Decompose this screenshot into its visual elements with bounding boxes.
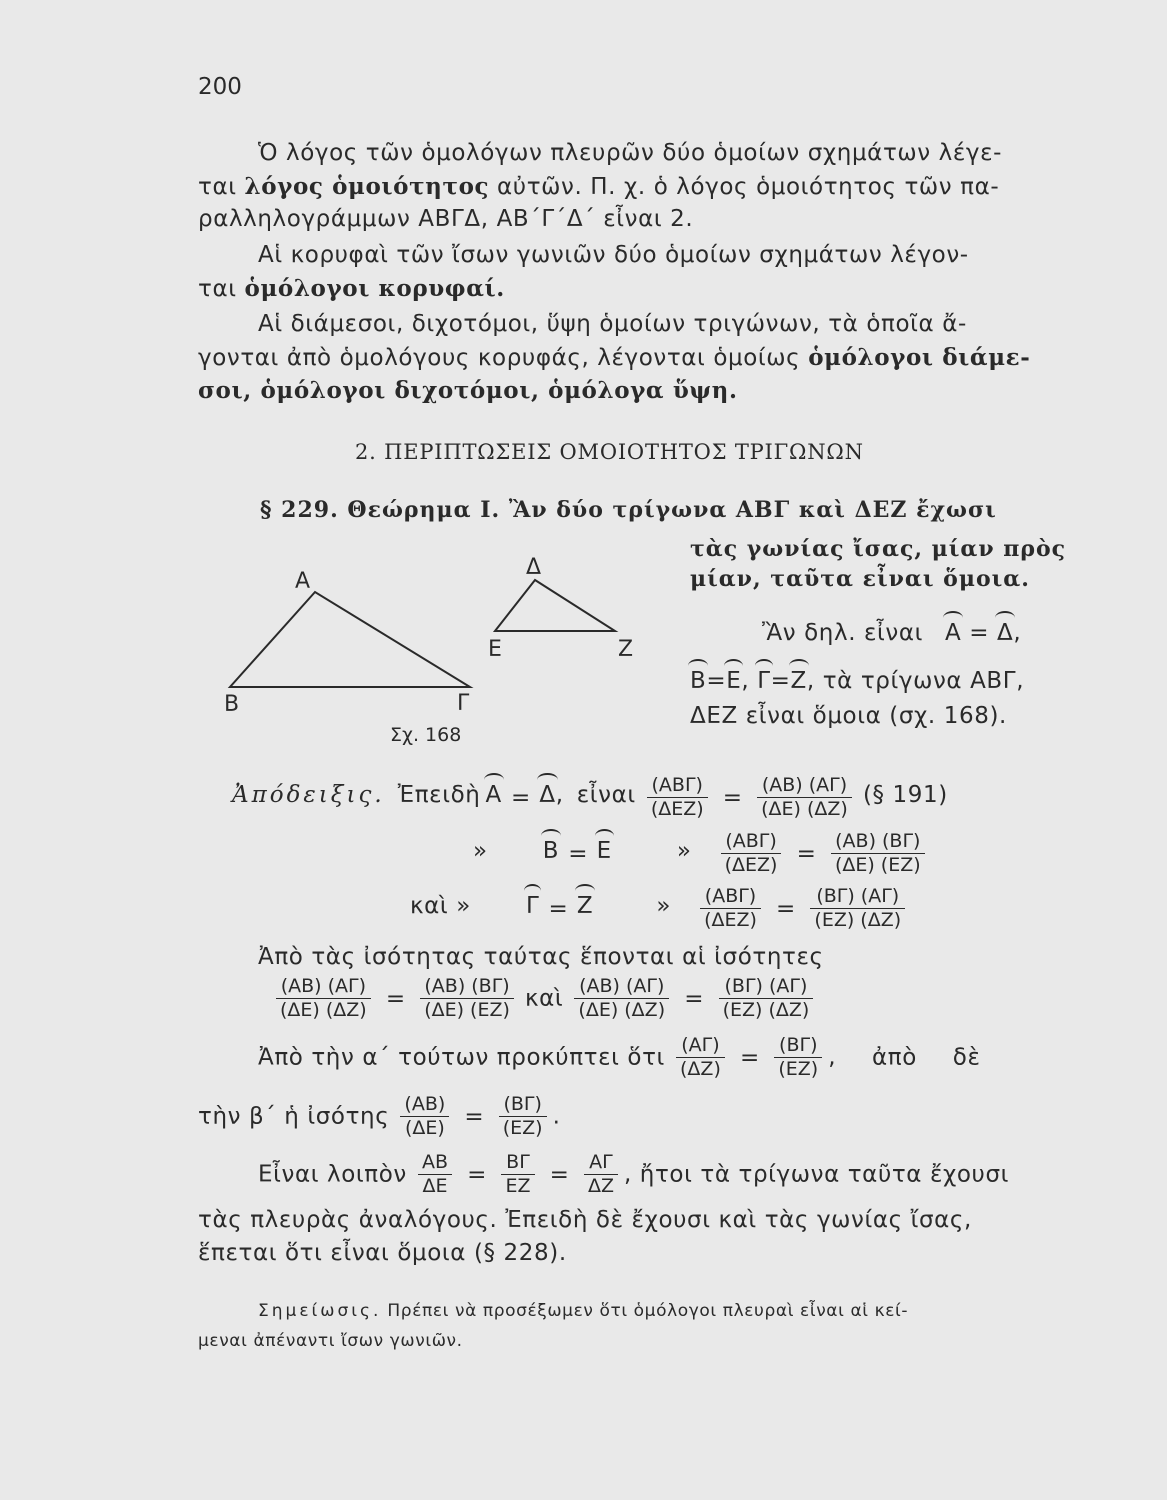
- fraction: [420, 975, 514, 1022]
- text: , τὰ τρίγωνα ΑΒΓ,: [806, 668, 1025, 694]
- numerator: (ΒΓ): [499, 1093, 547, 1117]
- hypothesis-line1: [762, 620, 1021, 646]
- para2-line1: Αἱ κορυφαὶ τῶν ἴσων γωνιῶν δύο ὁμοίων σχημάτων λέγον-: [258, 242, 969, 268]
- numerator: (ΒΓ) (ΑΓ): [719, 975, 814, 999]
- note-line2: μεναι ἀπέναντι ἴσων γωνιῶν.: [198, 1331, 463, 1351]
- text: εἶναι: [576, 782, 636, 808]
- angle-E: Ε: [596, 838, 612, 864]
- numerator: (ΑΒ) (ΑΓ): [574, 975, 669, 999]
- page-number: 200: [198, 74, 242, 100]
- denominator: (ΔΕ) (ΕΖ): [834, 854, 921, 876]
- numerator: (ΑΒΓ): [647, 774, 708, 798]
- ditto-mark: »: [676, 838, 692, 864]
- bold-term: ὁμόλογοι κορυφαί.: [244, 275, 505, 302]
- first-result: [258, 1034, 981, 1081]
- equals: =: [548, 895, 568, 922]
- fraction: [721, 830, 782, 877]
- denominator: (ΔΕΖ): [650, 798, 704, 820]
- fraction: [676, 1034, 725, 1081]
- angle-D: Δ: [539, 782, 556, 808]
- theorem-line2: τὰς γωνίας ἴσας, μίαν πρὸς: [690, 536, 1067, 562]
- proof-row2: [473, 830, 931, 877]
- para3-line2: [198, 344, 1030, 371]
- equals: =: [568, 840, 588, 867]
- text: ,: [741, 668, 750, 694]
- theorem-line1: § 229. Θεώρημα Ι. Ἂν δύο τρίγωνα ΑΒΓ καὶ ΔΕΖ ἔχωσι: [260, 497, 997, 523]
- angle-G: Γ: [525, 893, 540, 919]
- fraction: [418, 1151, 452, 1198]
- numerator: (ΑΒ) (ΑΓ): [757, 774, 852, 798]
- ditto-mark: »: [473, 838, 488, 864]
- fraction: [647, 774, 708, 821]
- numerator: (ΑΒ) (ΑΓ): [276, 975, 371, 999]
- numerator: (ΒΓ): [774, 1034, 822, 1058]
- equals: =: [684, 985, 704, 1012]
- text: Εἶναι λοιπὸν: [258, 1161, 407, 1188]
- equals: =: [706, 668, 727, 694]
- figure-168: [210, 550, 670, 750]
- denominator: (ΔΕ) (ΔΖ): [578, 999, 666, 1021]
- denominator: (ΕΖ): [778, 1058, 819, 1080]
- label-A: Α: [295, 569, 311, 594]
- angle-D: Δ: [997, 620, 1014, 646]
- fraction: [810, 885, 905, 932]
- text: γονται ἀπὸ ὁμολόγους κορυφάς, λέγονται ὁμοίως: [198, 345, 809, 371]
- text: καὶ: [525, 985, 564, 1012]
- second-result: [198, 1093, 561, 1140]
- denominator: (ΕΖ): [502, 1117, 543, 1139]
- numerator: ΒΓ: [501, 1151, 534, 1175]
- denominator: (ΔΕΖ): [724, 854, 778, 876]
- para2-line2: [198, 275, 505, 302]
- equals: =: [385, 985, 406, 1012]
- theorem-line3: μίαν, ταῦτα εἶναι ὅμοια.: [690, 566, 1030, 592]
- numerator: (ΑΒ) (ΒΓ): [420, 975, 514, 999]
- denominator: ΔΖ: [587, 1175, 614, 1197]
- fraction: [757, 774, 852, 821]
- conclusion-line3: ἕπεται ὅτι εἶναι ὅμοια (§ 228).: [198, 1240, 567, 1266]
- fraction: [774, 1034, 822, 1081]
- conclusion-line2: τὰς πλευρὰς ἀναλόγους. Ἐπειδὴ δὲ ἔχουσι καὶ τὰς γωνίας ἴσας,: [198, 1207, 972, 1233]
- angle-Z: Ζ: [576, 893, 594, 919]
- equals: =: [722, 784, 743, 811]
- text: καὶ »: [410, 893, 471, 919]
- bold-term: ὁμόλογοι διάμε-: [808, 344, 1031, 371]
- text: Ἂν δηλ. εἶναι: [762, 620, 924, 646]
- denominator: (ΕΖ) (ΔΖ): [814, 909, 902, 931]
- equals: =: [510, 784, 531, 811]
- numerator: (ΑΒ): [400, 1093, 449, 1117]
- triangle-dez: [495, 580, 615, 631]
- numerator: (ΑΒΓ): [700, 885, 761, 909]
- text: , ἤτοι τὰ τρίγωνα ταῦτα ἔχουσι: [623, 1161, 1010, 1188]
- text: αὐτῶν. Π. χ. ὁ λόγος ὁμοιότητος τῶν πα-: [489, 174, 1000, 200]
- text: ται: [198, 174, 245, 200]
- text: .: [552, 1103, 561, 1130]
- note-line1: [258, 1301, 908, 1321]
- section-heading: 2. ΠΕΡΙΠΤΩΣΕΙΣ ΟΜΟΙΟΤΗΤΟΣ ΤΡΙΓΩΝΩΝ: [355, 440, 864, 464]
- angle-A: Α: [485, 782, 502, 808]
- bold-term: λόγος ὁμοιότητος: [244, 173, 490, 200]
- denominator: (ΔΕΖ): [704, 909, 757, 931]
- proof-row1: Ἀπόδειξις. Ἐπειδὴ Α = Δ, εἶναι $\frac{\text{(ΑΒΓ)}}{\text{(ΔΕΖ)}}$ = $\frac{(AB) (A\Gamma)}{(\Delta E) (\Delta Z)}$ (§ 191): [232, 774, 948, 820]
- para3-line1: Αἱ διάμεσοι, διχοτόμοι, ὕψη ὁμοίων τριγώνων, τὰ ὁποῖα ἄ-: [258, 311, 967, 337]
- angle-A: Α: [944, 620, 962, 646]
- fraction: [719, 975, 814, 1022]
- label-B: Β: [224, 692, 240, 717]
- proof-row3: [410, 885, 911, 932]
- numerator: (ΑΒ) (ΒΓ): [831, 830, 925, 854]
- numerator: ΑΓ: [584, 1151, 618, 1175]
- denominator: ΔΕ: [422, 1175, 448, 1197]
- denominator: (ΔΕ) (ΔΖ): [761, 798, 848, 820]
- denominator: (ΕΖ) (ΔΖ): [722, 999, 810, 1021]
- equals: =: [969, 620, 990, 646]
- label-G: Γ: [457, 691, 470, 716]
- text: ,: [1013, 620, 1022, 646]
- equals: =: [739, 1044, 760, 1071]
- denominator: (ΔΖ): [680, 1058, 721, 1080]
- consequence-equations: [270, 975, 819, 1022]
- numerator: (ΑΓ): [676, 1034, 725, 1058]
- denominator: ΕΖ: [505, 1175, 531, 1197]
- numerator: (ΒΓ) (ΑΓ): [810, 885, 905, 909]
- text: Ἐπειδὴ: [397, 782, 481, 808]
- angle-E: Ε: [726, 668, 742, 694]
- para3-line3: σοι, ὁμόλογοι διχοτόμοι, ὁμόλογα ὕψη.: [198, 377, 738, 404]
- text: Ἀπὸ τὴν α΄ τούτων προκύπτει ὅτι: [258, 1044, 665, 1071]
- equals: =: [549, 1161, 569, 1188]
- text: Πρέπει νὰ προσέξωμεν ὅτι ὁμόλογοι πλευραὶ εἶναι αἱ κεί-: [381, 1301, 909, 1321]
- fraction: [574, 975, 669, 1022]
- text: τὴν β΄ ἡ ἰσότης: [198, 1103, 390, 1130]
- reference: (§ 191): [862, 782, 948, 808]
- para1-line2: [198, 173, 999, 200]
- label-E: Ε: [488, 637, 502, 662]
- text: ται: [198, 276, 245, 302]
- ditto-mark: »: [656, 893, 671, 919]
- conclusion-line1: [258, 1151, 1009, 1198]
- numerator: (ΑΒΓ): [721, 830, 782, 854]
- para1-line1: Ὁ λόγος τῶν ὁμολόγων πλευρῶν δύο ὁμοίων σχημάτων λέγε-: [258, 140, 1002, 166]
- triangle-abg: [230, 592, 470, 687]
- fraction: [700, 885, 761, 932]
- equals: =: [776, 895, 796, 922]
- figure-caption: Σχ. 168: [390, 724, 462, 746]
- denominator: (ΔΕ): [404, 1117, 445, 1139]
- equals: =: [467, 1161, 487, 1188]
- angle-Z: Ζ: [790, 668, 807, 694]
- proof-label: Ἀπόδειξις.: [232, 782, 385, 808]
- fraction: [499, 1093, 547, 1140]
- fraction: [831, 830, 925, 877]
- numerator: ΑΒ: [418, 1151, 452, 1175]
- fraction: [501, 1151, 534, 1198]
- equals: =: [464, 1103, 484, 1130]
- label-Z: Ζ: [618, 637, 634, 662]
- hypothesis-line2: [690, 668, 1024, 694]
- hypothesis-line3: ΔΕΖ εἶναι ὅμοια (σχ. 168).: [690, 703, 1007, 729]
- fraction: [400, 1093, 449, 1140]
- denominator: (ΔΕ) (ΔΖ): [280, 999, 367, 1021]
- angle-B: Β: [690, 668, 707, 694]
- note-label: Σημείωσις.: [258, 1301, 382, 1321]
- label-D: Δ: [526, 555, 542, 580]
- para1-line3: ραλληλογράμμων ΑΒΓΔ, ΑΒ΄Γ΄Δ΄ εἶναι 2.: [198, 206, 694, 232]
- fraction: [584, 1151, 618, 1198]
- text: , ἀπὸ δὲ: [828, 1044, 981, 1071]
- angle-G: Γ: [757, 668, 771, 694]
- denominator: (ΔΕ) (ΕΖ): [424, 999, 510, 1021]
- consequence-intro: Ἀπὸ τὰς ἰσότητας ταύτας ἕπονται αἱ ἰσότητες: [258, 944, 824, 970]
- equals: =: [770, 668, 791, 694]
- fraction: [276, 975, 371, 1022]
- angle-B: Β: [542, 838, 560, 864]
- equals: =: [796, 840, 816, 867]
